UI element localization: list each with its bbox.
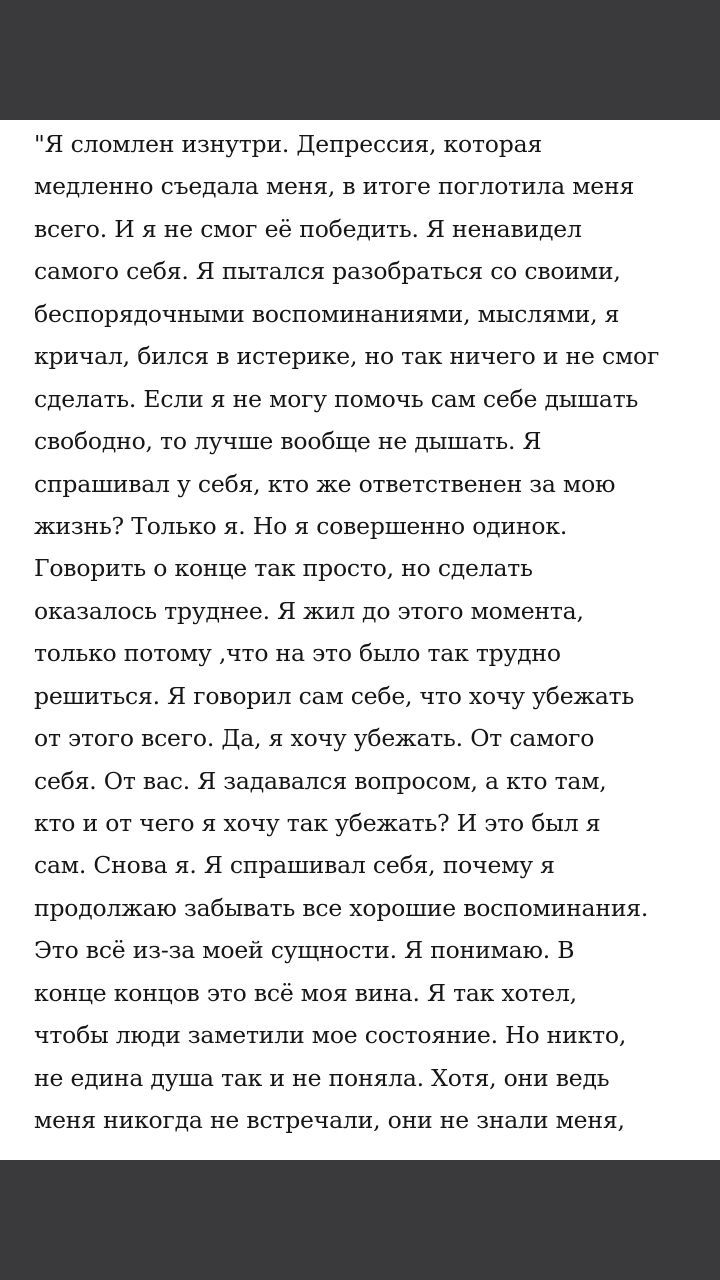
text-line: себя. От вас. Я задавался вопросом, а кто там, [34, 766, 607, 795]
text-line: Говорить о конце так просто, но сделать [34, 554, 533, 583]
text-line: беспорядочными воспоминаниями, мыслями, я [34, 299, 620, 328]
text-line: конце концов это всё моя вина. Я так хотел, [34, 978, 577, 1007]
text-line: продолжаю забывать все хорошие воспоминания. [34, 893, 649, 922]
text-line: кто и от чего я хочу так убежать? И это был я [34, 809, 601, 837]
document-page [0, 120, 720, 1160]
text-line: самого себя. Я пытался разобраться со своими, [34, 257, 621, 286]
text-line: меня никогда не встречали, они не знали меня, [34, 1106, 625, 1135]
top-dark-bar [0, 0, 720, 120]
document-text [34, 123, 694, 1142]
text-line: медленно съедала меня, в итоге поглотила меня [34, 172, 635, 201]
text-line: не едина душа так и не поняла. Хотя, они ведь [34, 1063, 610, 1092]
text-line: спрашивал у себя, кто же ответственен за мою [34, 469, 616, 498]
text-line: Это всё из-за моей сущности. Я понимаю. В [34, 936, 575, 965]
text-line: всего. И я не смог её победить. Я ненавидел [34, 214, 582, 243]
text-line: жизнь? Только я. Но я совершенно одинок. [34, 511, 568, 540]
text-line: от этого всего. Да, я хочу убежать. От самого [34, 724, 595, 753]
text-line: сам. Снова я. Я спрашивал себя, почему я [34, 851, 555, 880]
text-line: свободно, то лучше вообще не дышать. Я [34, 427, 542, 456]
text-line: только потому ,что на это было так трудно [34, 639, 561, 668]
text-line: чтобы люди заметили мое состояние. Но никто, [34, 1021, 627, 1050]
text-line: "Я сломлен изнутри. Депрессия, которая [34, 130, 543, 158]
text-line: решиться. Я говорил сам себе, что хочу убежать [34, 681, 635, 710]
text-line: оказалось труднее. Я жил до этого момента, [34, 596, 584, 625]
bottom-dark-bar [0, 1160, 720, 1280]
text-line: сделать. Если я не могу помочь сам себе дышать [34, 384, 639, 413]
text-line: кричал, бился в истерике, но так ничего и не смог [34, 342, 660, 371]
